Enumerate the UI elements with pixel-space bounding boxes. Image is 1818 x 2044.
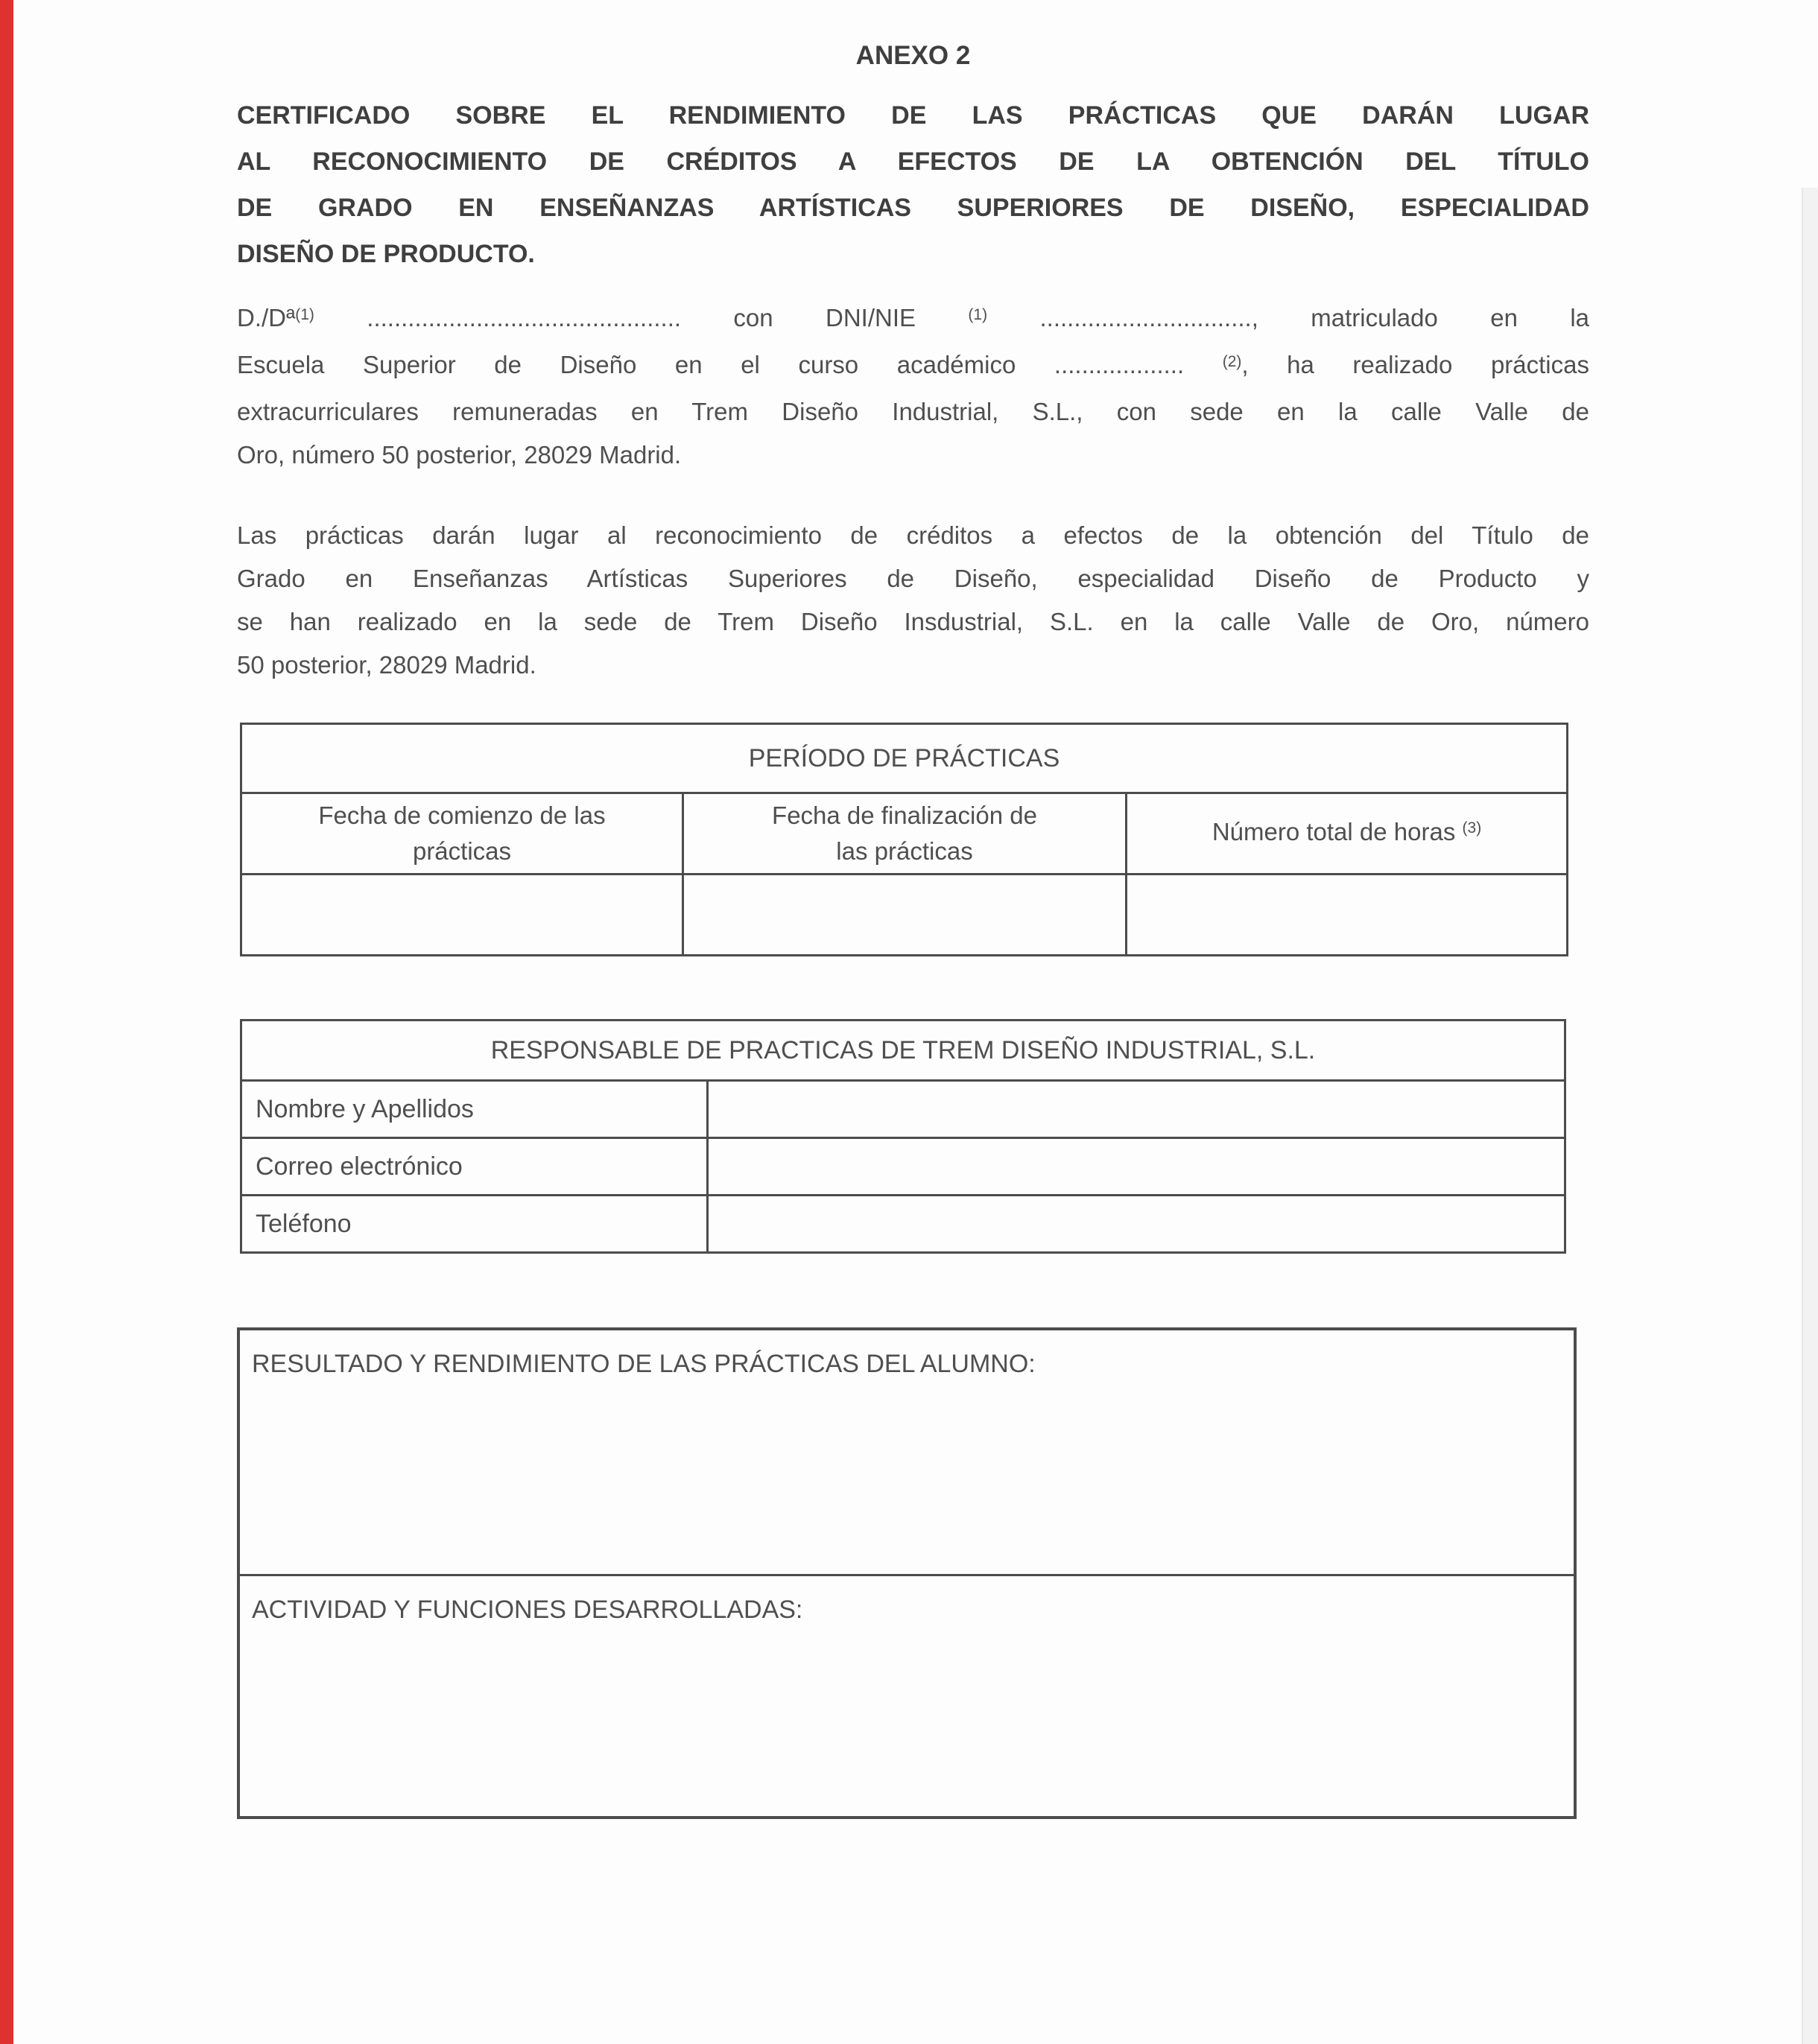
annex-title: ANEXO 2 (855, 41, 971, 70)
responsable-value-nombre (708, 1081, 1565, 1138)
periodo-start-header (241, 793, 683, 875)
resultado-label: RESULTADO Y RENDIMIENTO DE LAS PRÁCTICAS DEL ALUMNO: (252, 1350, 1036, 1378)
actividad-section (240, 1576, 1574, 1816)
responsable-label-correo: Correo electrónico (241, 1138, 708, 1196)
periodo-start-header-line2: prácticas (412, 837, 512, 865)
recognition-paragraph (237, 514, 1589, 687)
resultado-section (240, 1330, 1574, 1576)
periodo-table-title: PERÍODO DE PRÁCTICAS (241, 724, 1568, 793)
dni-label: con DNI/NIE (733, 304, 916, 331)
heading-line-2: AL RECONOCIMIENTO DE CRÉDITOS A EFECTOS DE LA OBTENCIÓN DEL TÍTULO (237, 147, 1589, 176)
periodo-table (240, 723, 1568, 956)
dni-blank-dots: ..............................., (1039, 304, 1258, 331)
periodo-hours-header (1127, 793, 1568, 875)
periodo-hours-cell (1127, 875, 1568, 956)
certificate-heading (237, 92, 1589, 277)
recognition-line-4: 50 posterior, 28029 Madrid. (237, 651, 536, 679)
table-row (241, 1138, 1565, 1196)
periodo-hours-header-label: Número total de horas (1212, 817, 1456, 845)
heading-line-4: DISEÑO DE PRODUCTO. (237, 240, 535, 268)
responsable-label-nombre: Nombre y Apellidos (241, 1081, 708, 1138)
heading-line-3: DE GRADO EN ENSEÑANZAS ARTÍSTICAS SUPERIORES DE DISEÑO, ESPECIALIDAD (237, 194, 1589, 222)
recognition-line-2: Grado en Enseñanzas Artísticas Superiores de Diseño, especialidad Diseño de Producto y (237, 565, 1589, 592)
responsable-table-title: RESPONSABLE DE PRACTICAS DE TREM DISEÑO INDUSTRIAL, S.L. (241, 1021, 1565, 1081)
footnote-ref-1b: (1) (968, 305, 988, 323)
intro-line-4: Oro, número 50 posterior, 28029 Madrid. (237, 441, 682, 469)
periodo-start-header-line1: Fecha de comienzo de las (318, 802, 606, 829)
responsable-value-telefono (708, 1196, 1565, 1253)
actividad-label: ACTIVIDAD Y FUNCIONES DESARROLLADAS: (252, 1596, 803, 1624)
responsable-table (240, 1019, 1566, 1254)
responsable-label-telefono: Teléfono (241, 1196, 708, 1253)
scan-edge-gray-band (1802, 188, 1818, 2044)
intro-line-1-tail: matriculado en la (1311, 304, 1590, 331)
recognition-line-3: se han realizado en la sede de Trem Diseño Insdustrial, S.L. en la calle Valle de Oro, número (237, 608, 1589, 635)
scan-edge-red-stripe (0, 0, 13, 2044)
name-blank-dots: .............................................. (367, 304, 682, 331)
table-row (241, 1196, 1565, 1253)
periodo-start-cell (241, 875, 683, 956)
results-activities-box (237, 1327, 1577, 1819)
footnote-ref-1: (1) (295, 305, 314, 323)
intro-line-1 (237, 296, 1589, 343)
periodo-end-header (683, 793, 1127, 875)
footnote-ref-2: (2) (1222, 352, 1242, 370)
intro-line-3: extracurriculares remuneradas en Trem Diseño Industrial, S.L., con sede en la calle Valle de (237, 398, 1589, 425)
recognition-line-1: Las prácticas darán lugar al reconocimiento de créditos a efectos de la obtención del Título de (237, 521, 1589, 549)
footnote-ref-3: (3) (1462, 819, 1482, 837)
name-label: D./Dª (237, 304, 296, 331)
table-row (241, 1081, 1565, 1138)
periodo-end-header-line1: Fecha de finalización de (772, 802, 1037, 829)
curso-lead-and-dots: Escuela Superior de Diseño en el curso académico ................... (237, 351, 1185, 378)
periodo-end-header-line2: las prácticas (836, 837, 973, 865)
heading-line-1: CERTIFICADO SOBRE EL RENDIMIENTO DE LAS PRÁCTICAS QUE DARÁN LUGAR (237, 101, 1589, 130)
intro-line-2-tail: , ha realizado prácticas (1241, 351, 1589, 378)
periodo-end-cell (683, 875, 1127, 956)
intro-paragraph (237, 296, 1589, 477)
responsable-value-correo (708, 1138, 1565, 1196)
intro-line-2 (237, 343, 1589, 390)
